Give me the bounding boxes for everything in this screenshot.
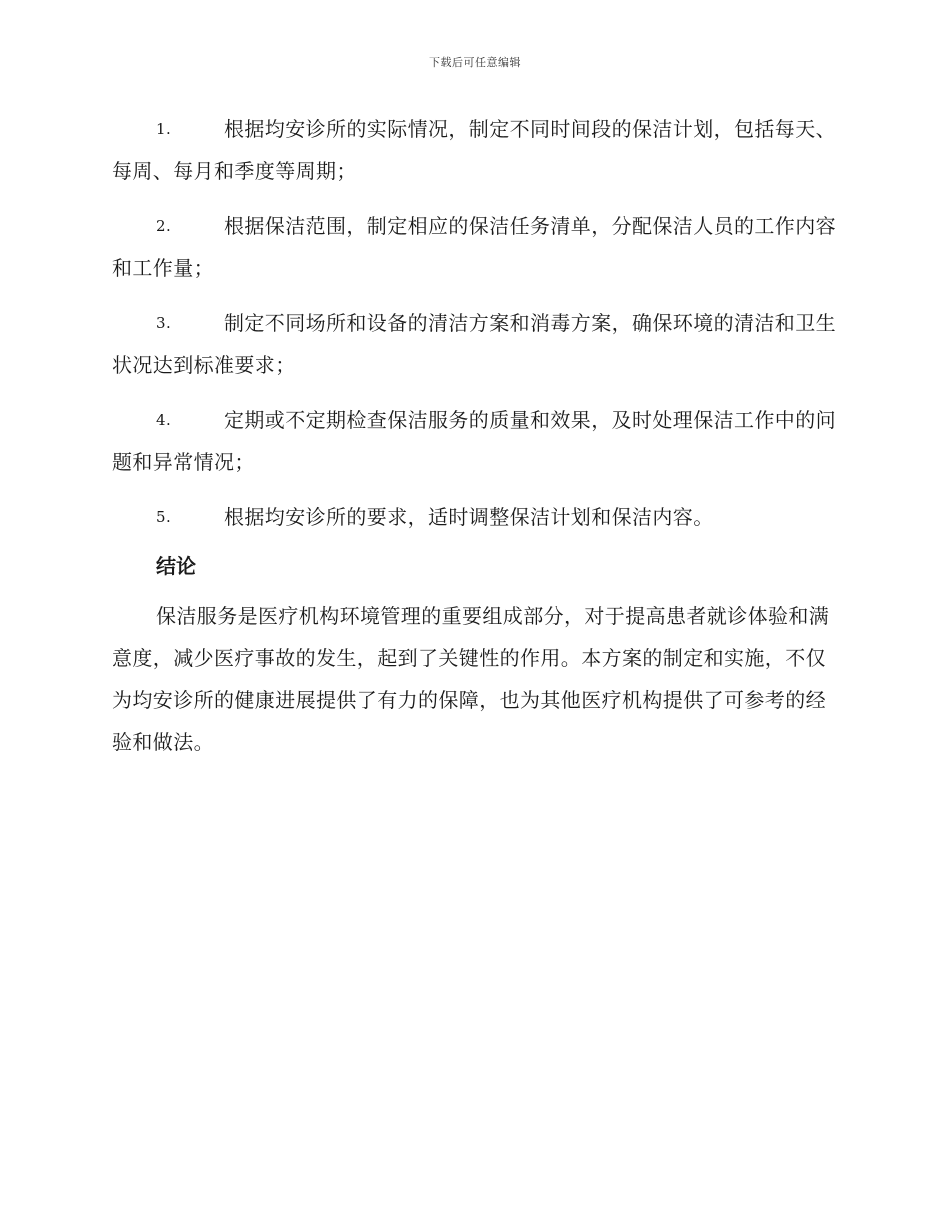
list-item-3 bbox=[112, 302, 836, 386]
conclusion-paragraph: 保洁服务是医疗机构环境管理的重要组成部分，对于提高患者就诊体验和满意度，减少医疗事故的发生，起到了关键性的作用。本方案的制定和实施，不仅为均安诊所的健康进展提供了有力的保障，也为其他医疗机构提供了可参考的经验和做法。 bbox=[112, 604, 830, 754]
list-item-5 bbox=[112, 496, 836, 538]
list-item-4 bbox=[112, 399, 836, 483]
list-item-text: 根据保洁范围，制定相应的保洁任务清单，分配保洁人员的工作内容和工作量； bbox=[112, 214, 836, 280]
list-number: 5. bbox=[156, 508, 172, 526]
list-item-text: 制定不同场所和设备的清洁方案和消毒方案，确保环境的清洁和卫生状况达到标准要求； bbox=[112, 311, 836, 377]
list-number: 3. bbox=[156, 314, 172, 332]
document-body bbox=[112, 108, 836, 763]
list-item-2 bbox=[112, 205, 836, 289]
list-number: 2. bbox=[156, 217, 172, 235]
list-item-text: 根据均安诊所的实际情况，制定不同时间段的保洁计划，包括每天、每周、每月和季度等周期； bbox=[112, 117, 836, 183]
page-header-note: 下载后可任意编辑 bbox=[429, 56, 521, 69]
conclusion-heading: 结论 bbox=[156, 554, 196, 578]
list-number: 4. bbox=[156, 411, 172, 429]
list-item-text: 定期或不定期检查保洁服务的质量和效果，及时处理保洁工作中的问题和异常情况； bbox=[112, 408, 836, 474]
list-item-1 bbox=[112, 108, 836, 192]
list-number: 1. bbox=[156, 120, 172, 138]
list-item-text: 根据均安诊所的要求，适时调整保洁计划和保洁内容。 bbox=[224, 505, 714, 529]
